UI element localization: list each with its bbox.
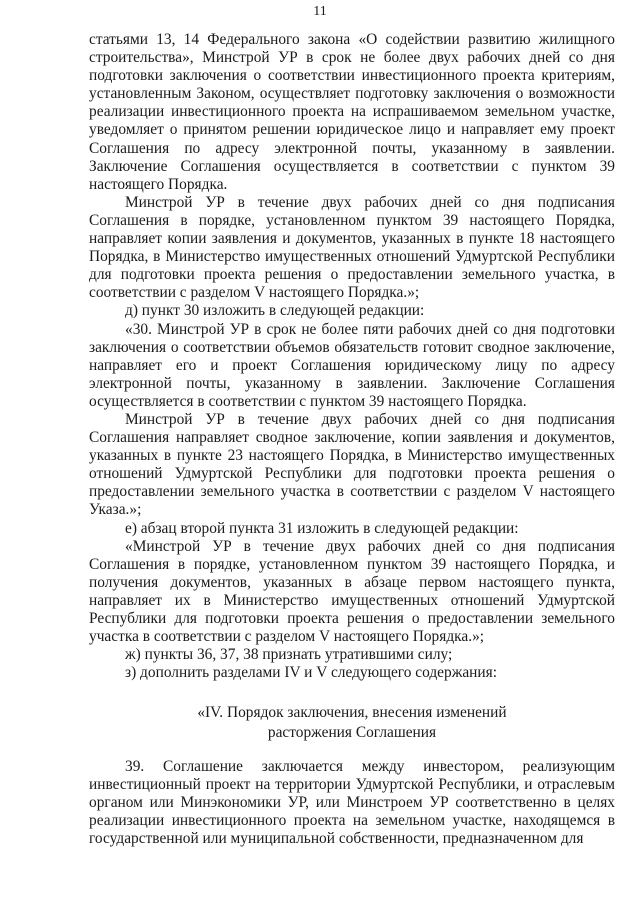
paragraph: 39. Соглашение заключается между инвестором, реализующим инвестиционный проект на территории Удмуртской Республики, и отраслевым органом или Минэкономики УР, или Минстроем УР соответственно в целях реализации инвестиционного проекта на земельном участке, находящемся в государственной или муниципальной собственности, предназначенном для <box>89 758 615 848</box>
paragraph: статьями 13, 14 Федерального закона «О содействии развитию жилищного строительства», Минстрой УР в срок не более двух рабочих дней со дня подготовки заключения о соответствии инвестиционного проекта критериям, установленным Законом, осуществляет подготовку заключения о возможности реализации инвестиционного проекта на испрашиваемом земельном участке, уведомляет о принятом решении юридическое лицо и направляет ему проект Соглашения по адресу электронной почты, указанному в заявлении. Заключение Соглашения осуществляется в соответствии с пунктом 39 настоящего Порядка. <box>89 31 615 193</box>
paragraph: з) дополнить разделами IV и V следующего содержания: <box>125 664 498 682</box>
paragraph: е) абзац второй пункта 31 изложить в следующей редакции: <box>125 519 519 537</box>
page-number: 11 <box>313 4 327 19</box>
section-heading <box>89 703 615 743</box>
body-text-continued <box>89 758 615 848</box>
paragraph: «Минстрой УР в течение двух рабочих дней со дня подписания Соглашения в порядке, установленном пунктом 39 настоящего Порядка, и получения документов, указанных в абзаце первом настоящего пункта, направляет их в Министерство имущественных отношений Удмуртской Республики для подготовки проекта решения о предоставлении земельного участка в соответствии с разделом V настоящего Порядка.»; <box>89 537 615 646</box>
body-text <box>89 31 615 682</box>
paragraph: Минстрой УР в течение двух рабочих дней со дня подписания Соглашения в порядке, установленном пунктом 39 настоящего Порядка, направляет копии заявления и документов, указанных в пункте 18 настоящего Порядка, в Министерство имущественных отношений Удмуртской Республики для подготовки проекта решения о предоставлении земельного участка, в соответствии с разделом V настоящего Порядка.»; <box>89 193 615 302</box>
paragraph: ж) пункты 36, 37, 38 признать утратившими силу; <box>125 646 453 664</box>
paragraph: «30. Минстрой УР в срок не более пяти рабочих дней со дня подготовки заключения о соответствии объемов обязательств готовит сводное заключение, направляет его и проект Соглашения юридическому лицу по адресу электронной почты, указанному в заявлении. Заключение Соглашения осуществляется в соответствии с пунктом 39 настоящего Порядка. <box>89 320 615 410</box>
paragraph: д) пункт 30 изложить в следующей редакции: <box>125 302 425 320</box>
section-heading-line1: «IV. Порядок заключения, внесения изменений <box>197 704 507 721</box>
section-heading-line2: расторжения Соглашения <box>267 724 437 741</box>
paragraph: Минстрой УР в течение двух рабочих дней со дня подписания Соглашения направляет сводное заключение, копии заявления и документов, указанных в пункте 23 настоящего Порядка, в Министерство имущественных отношений Удмуртской Республики для подготовки проекта решения о предоставлении земельного участка в соответствии с разделом V настоящего Указа.»; <box>89 410 615 519</box>
